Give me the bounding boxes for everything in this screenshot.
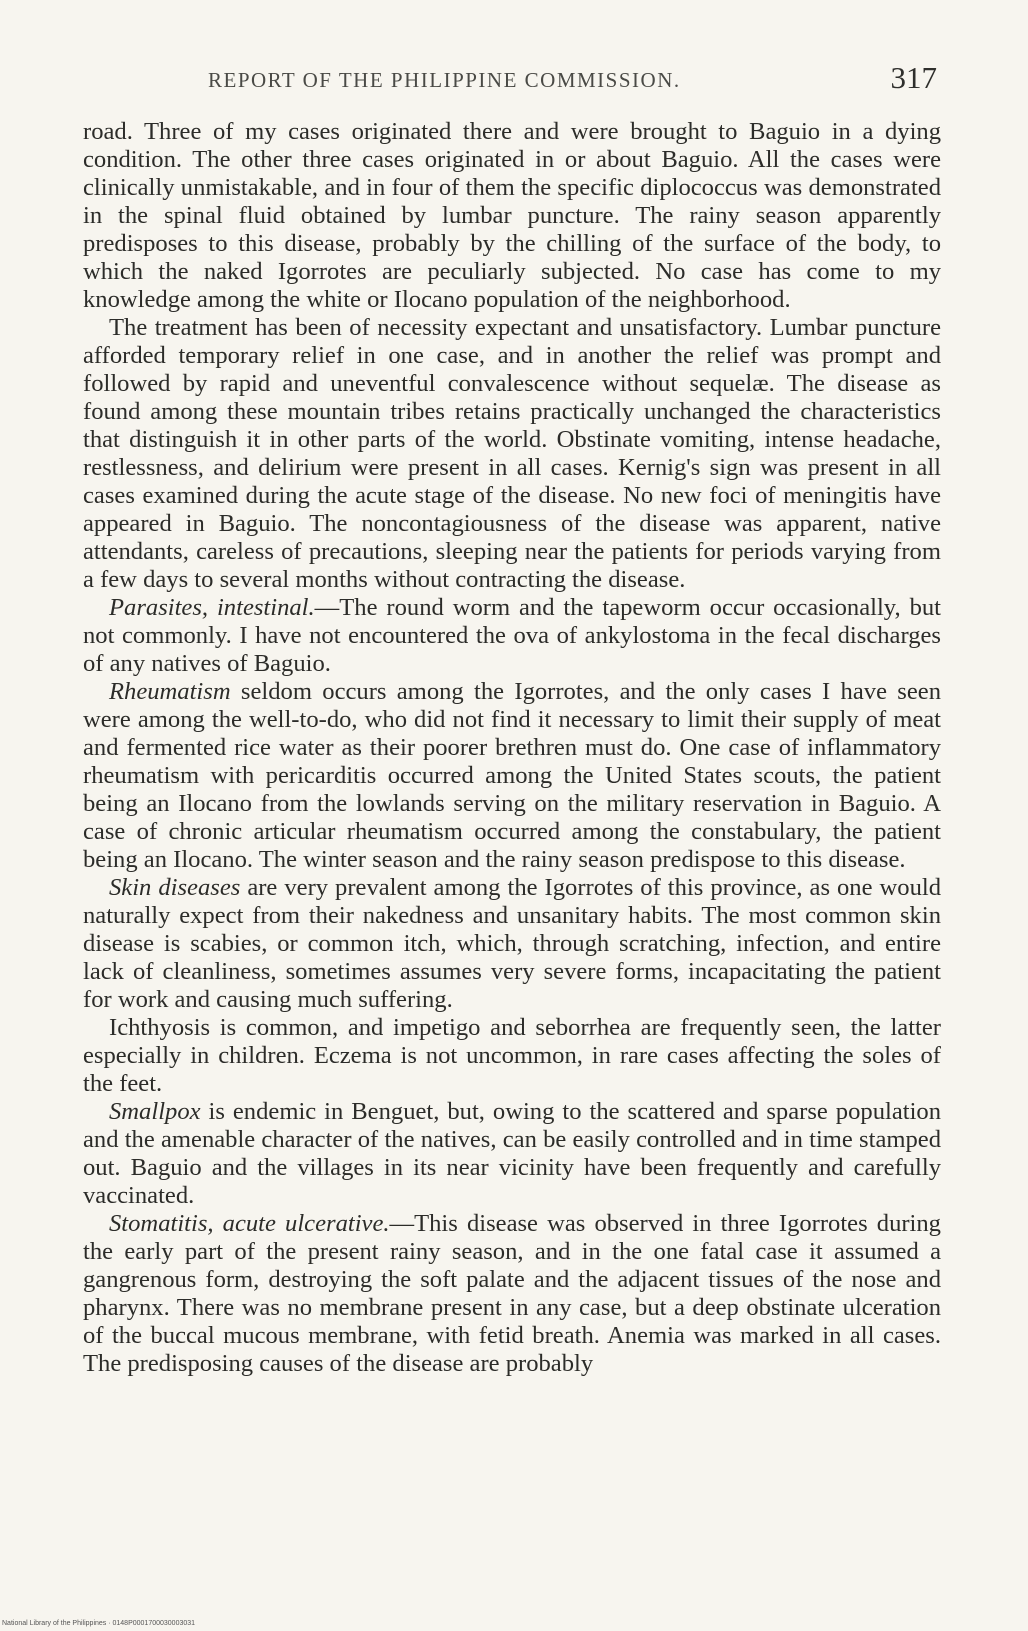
paragraph-smallpox	[83, 1098, 941, 1210]
scan-footer: National Library of the Philippines · 0148P0001700030003031	[2, 1620, 196, 1627]
paragraph-lead: Skin diseases	[109, 874, 241, 901]
paragraph-lead: Rheumatism	[109, 678, 231, 705]
paragraph-rheumatism	[83, 678, 941, 874]
paragraph-text: is endemic in Benguet, but, owing to the scattered and sparse population and the amenable character of the natives, can be easily controlled and in time stamped out. Baguio and the villages in its near vicinity have been frequently and carefully vaccinated.	[83, 1098, 941, 1209]
paragraph-stomatitis	[83, 1210, 941, 1378]
paragraph-text: —The round worm and the tapeworm occur occasionally, but not commonly. I have not encountered the ova of ankylostoma in the fecal discharges of any natives of Baguio.	[83, 594, 941, 677]
paragraph-skin-diseases	[83, 874, 941, 1014]
paragraph-text: Ichthyosis is common, and impetigo and seborrhea are frequently seen, the latter especially in children. Eczema is not uncommon, in rare cases affecting the soles of the feet.	[83, 1014, 941, 1097]
paragraph-text: The treatment has been of necessity expectant and unsatisfactory. Lumbar puncture afforded temporary relief in one case, and in another the relief was prompt and followed by rapid and uneventful convalescence without sequelæ. The disease as found among these mountain tribes retains practically unchanged the characteristics that distinguish it in other parts of the world. Obstinate vomiting, intense headache, restlessness, and delirium were present in all cases. Kernig's sign was present in all cases examined during the acute stage of the disease. No new foci of meningitis have appeared in Baguio. The noncontagiousness of the disease was apparent, native attendants, careless of precautions, sleeping near the patients for periods varying from a few days to several months without contracting the disease.	[83, 314, 941, 593]
paragraph-text: are very prevalent among the Igorrotes of this province, as one would naturally expect from their nakedness and unsanitary habits. The most common skin disease is scabies, or common itch, which, through scratching, infection, and entire lack of cleanliness, sometimes assumes very severe forms, incapacitating the patient for work and causing much suffering.	[83, 874, 942, 1013]
page-number: 317	[890, 60, 937, 95]
paragraph-ichthyosis	[83, 1014, 941, 1098]
running-head	[83, 62, 941, 102]
body-text	[83, 118, 941, 1378]
paragraph-lead: Stomatitis, acute ulcerative.	[109, 1210, 390, 1237]
paragraph-meningitis-treatment	[83, 314, 941, 594]
paragraph-text: seldom occurs among the Igorrotes, and the only cases I have seen were among the well-to-do, who did not find it necessary to limit their supply of meat and fermented rice water as their poorer brethren must do. One case of inflammatory rheumatism with pericarditis occurred among the United States scouts, the patient being an Ilocano from the lowlands serving on the military reservation in Baguio. A case of chronic articular rheumatism occurred among the constabulary, the patient being an Ilocano. The winter season and the rainy season predispose to this disease.	[83, 678, 941, 873]
paragraph-lead: Smallpox	[109, 1098, 201, 1125]
paragraph-meningitis-cases	[83, 118, 941, 314]
paragraph-text: road. Three of my cases originated there and were brought to Baguio in a dying condition. The other three cases originated in or about Baguio. All the cases were clinically unmistakable, and in four of them the specific diplococcus was demonstrated in the spinal fluid obtained by lumbar puncture. The rainy season apparently predisposes to this disease, probably by the chilling of the surface of the body, to which the naked Igorrotes are peculiarly subjected. No case has come to my knowledge among the white or Ilocano population of the neighborhood.	[83, 118, 941, 313]
paragraph-lead: Parasites, intestinal.	[109, 594, 315, 621]
paragraph-parasites	[83, 594, 941, 678]
paragraph-text: —This disease was observed in three Igorrotes during the early part of the present rainy season, and in the one fatal case it assumed a gangrenous form, destroying the soft palate and the adjacent tissues of the nose and pharynx. There was no membrane present in any case, but a deep obstinate ulceration of the buccal mucous membrane, with fetid breath. Anemia was marked in all cases. The predisposing causes of the disease are probably	[83, 1210, 941, 1377]
running-head-title: REPORT OF THE PHILIPPINE COMMISSION.	[208, 68, 681, 92]
